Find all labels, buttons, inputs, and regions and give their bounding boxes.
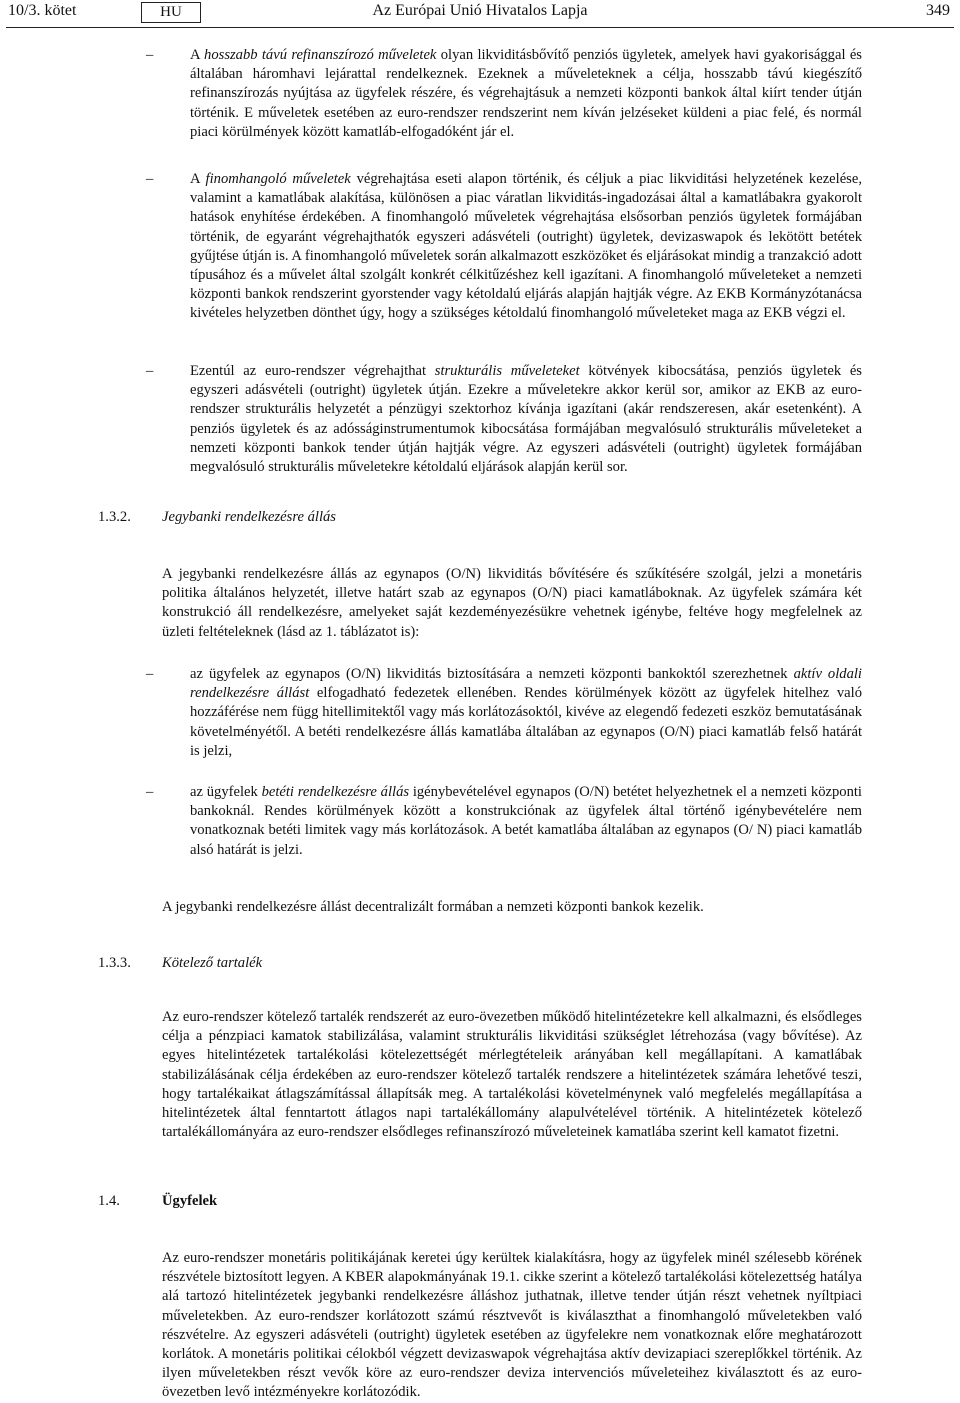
header-rule	[6, 27, 954, 28]
sub-item-text: az ügyfelek az egynapos (O/N) likviditás biztosítására a nemzeti központi bankoktól szerezhetnek aktív oldali rendelkezésre állást elfogadható fedezetek ellenében. Rendes körülmények között az ügyfelek hitelhez való hozzáférése nem függ hitellimitektől vagy más korlátozásoktól, kivéve az elegendő fedezeti eszköz bemutatásának követelményétől. A betéti rendelkezésre állás kamatlába általában az egynapos (O/N) piaci kamatláb felső határát is jelzi,	[190, 666, 862, 759]
list-item-text: A finomhangoló műveletek végrehajtása eseti alapon történik, és céljuk a piac likviditási helyzetének kezelése, valamint a kamatlábak alakítása, különösen a piac váratlan likviditás-ingadozásai által a kamatlábakra gyakorolt hatások enyhítése érdekében. A finomhangoló műveletek végrehajtása elsősorban penziós ügyletek formájában történik, de egyaránt végrehajthatók egyszeri adásvételi (outright) ügyletek, devizaswapok és lekötött betétek gyűjtése útján is. A finomhangoló műveletek során alkalmazott eszközöket és eljárásokat mindig a tranzakció adott típusához és a művelet által szolgált konkrét célkitűzéshez kell igazítani. A finomhangoló műveleteket a nemzeti központi bankok rendszerint gyorstender vagy kétoldalú eljárás alapján hajtják végre. Az EKB Kormányzótanácsa kivételes helyzetben dönthet úgy, hogy a szükséges kétoldalú finomhangoló műveleteket maga az EKB végzi el.	[190, 171, 862, 322]
section-body-paragraph: Az euro-rendszer kötelező tartalék rendszerét az euro-övezetben működő hitelintézetekre kell alkalmazni, és elsődleges célja a pénzpiaci kamatok stabilizálása, valamint strukturális likviditási szükséglet létrehozása (vagy bővítése). Az egyes hitelintézetek tartalékolási kötelezettségét mérlegtételeik arányában kell megállapítani. A kamatlábak stabilizálásának célja érdekében az euro-rendszer kötelező tartalék rendszere a hitelintézetek számára lehetővé teszi, hogy tartalékaikat átlagszámítással állapítsák meg. A tartalékolási követelménynek való megfelelés megállapítása a hitelintézetek által fenntartott átlagos napi tartalékállomány alapulvételével történik. A hitelintézetek kötelező tartalékállományára az euro-rendszer elsődleges refinanszírozó műveleteinek kamatlába szerint kell kamatot fizetni.	[162, 1009, 862, 1141]
section-number: 1.3.3.	[98, 955, 131, 971]
sub-item-deposit-facility	[146, 783, 862, 860]
section-body-paragraph: Az euro-rendszer monetáris politikájának keretei úgy kerültek kialakításra, hogy az ügyfelek minél szélesebb körének részvétele biztosított legyen. A KBER alapokmányának 19.1. cikke szerint a kötelező tartalékolási kötelezettség hatálya alá tartozó hitelintézetek jegybanki rendelkezésre álláshoz juthatnak, illetve tender útján részt vehetnek nyíltpiaci műveletekben. Az euro-rendszer korlátozott számú résztvevőt is kiválaszthat a finomhangoló műveletekben való részvételre. Az egyszeri adásvételi (outright) ügyletek esetében az ügyfelekre nem vonatkoznak előre meghatározott korlátok. A monetáris politikai célokból végzett devizaswapok végrehajtása aktív devizapiaci szereplőkkel történik. Az ilyen műveletekben részt vevők köre az euro-rendszer deviza intervenciós műveleteihez kiválasztott és az euro-övezetben levő intézményekre korlátozódik.	[162, 1250, 862, 1401]
section-outro-paragraph: A jegybanki rendelkezésre állást decentralizált formában a nemzeti központi bankok kezelik.	[162, 899, 704, 915]
section-number: 1.3.2.	[98, 509, 131, 525]
list-dash: –	[146, 171, 154, 187]
issue-label: 10/3. kötet	[8, 2, 77, 19]
section-title: Jegybanki rendelkezésre állás	[162, 509, 336, 525]
journal-title: Az Európai Unió Hivatalos Lapja	[372, 2, 588, 19]
list-item-structural	[146, 362, 862, 477]
list-item-fine-tuning	[146, 170, 862, 324]
list-item-text: A hosszabb távú refinanszírozó műveletek olyan likviditásbővítő penziós ügyletek, amelyek havi gyakorisággal és általában háromhavi lejárattal rendelkeznek. Ezeknek a műveleteknek a célja, hosszabb távú kiegészítő refinanszírozás nyújtása az ügyfelek részére, és végrehajtásuk a nemzeti központi bankok által kiírt tender útján történik. E műveletek esetében az euro-rendszer rendszerint nem kíván jelzéseket küldeni a piac felé, és normál piaci körülmények között kamatláb-elfogadóként jár el.	[190, 47, 862, 140]
page-number: 349	[926, 2, 950, 19]
section-title: Kötelező tartalék	[162, 955, 263, 971]
list-item-longer-term-refinancing	[146, 46, 862, 142]
language-code-box: HU	[141, 2, 201, 23]
sub-item-text: az ügyfelek betéti rendelkezésre állás igénybevételével egynapos (O/N) betétet helyezhetnek el a nemzeti központi bankoknál. Rendes körülmények között a konstrukciónak az ügyfelek által történő igénybevételére nem vonatkoznak betéti limitek vagy más korlátozások. A betét kamatlába általában az egynapos (O/ N) piaci kamatláb alsó határát is jelzi.	[190, 784, 862, 858]
list-dash: –	[146, 784, 154, 800]
sub-item-marginal-lending	[146, 665, 862, 761]
list-dash: –	[146, 666, 154, 682]
section-intro-paragraph: A jegybanki rendelkezésre állás az egynapos (O/N) likviditás bővítésére és szűkítésére szolgál, jelzi a monetáris politika általános helyzetét, illetve határt szab az egynapos (O/N) piaci kamatláboknak. Az ügyfelek számára két konstrukció áll rendelkezésre, amelyeket saját kezdeményezésükre vehetnek igénybe, feltéve hogy megfelelnek az üzleti feltételeknek (lásd az 1. táblázatot is):	[162, 566, 862, 640]
page-header	[6, 0, 954, 26]
section-title: Ügyfelek	[162, 1193, 218, 1209]
list-dash: –	[146, 363, 154, 379]
list-dash: –	[146, 47, 154, 63]
list-item-text: Ezentúl az euro-rendszer végrehajthat strukturális műveleteket kötvények kibocsátása, penziós ügyletek és egyszeri adásvételi (outright) ügyletek útján. Ezekre a műveletekre akkor kerül sor, amikor az EKB az euro-rendszer strukturális helyzetét a pénzügyi szektorhoz kívánja igazítani (akár rendszeresen, akár esetenként). A penziós ügyletek és az adósságinstrumentumok kibocsátása formájában megvalósuló strukturális műveleteket a nemzeti központi bankok tender útján hajtják végre. Az egyszeri adásvételi (outright) ügyletek formájában megvalósuló strukturális műveletekre kétoldalú eljárások alapján kerül sor.	[190, 363, 862, 476]
section-number: 1.4.	[98, 1193, 120, 1209]
